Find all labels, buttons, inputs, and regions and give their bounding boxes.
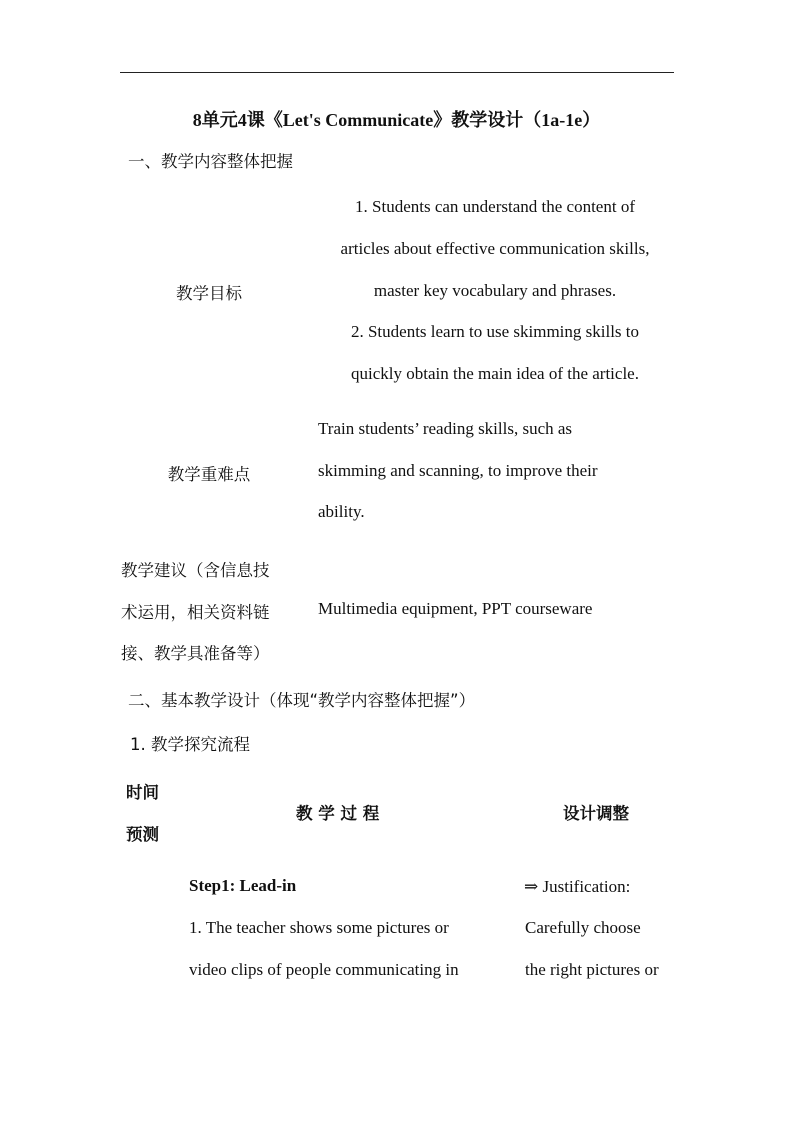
objectives-line: articles about effective communication skills, [340,239,650,258]
adjust-header: 设计调整 [563,804,629,823]
section-2-heading: 二、基本教学设计（体现“教学内容整体把握”） [128,691,476,710]
adjust-line: ⇒ Justification: [524,877,631,896]
page-title: 8单元4课《Let's Communicate》教学设计（1a-1e） [192,110,601,130]
keypoints-line: ability. [318,502,365,521]
section-1-heading: 一、教学内容整体把握 [128,152,293,171]
adjust-line: the right pictures or [525,960,659,979]
objectives-line: 2. Students learn to use skimming skills to [350,322,640,341]
suggestions-value: Multimedia equipment, PPT courseware [318,599,593,618]
step1-line: 1. The teacher shows some pictures or [189,918,449,937]
keypoints-label: 教学重难点 [167,465,251,484]
step1-line: video clips of people communicating in [189,960,459,979]
header-rule [120,72,674,73]
suggestions-label-line: 教学建议（含信息技 [121,561,270,580]
keypoints-line: skimming and scanning, to improve their [318,461,598,480]
objectives-label: 教学目标 [176,284,242,303]
subsection-heading: 1. 教学探究流程 [130,735,250,754]
objectives-line: quickly obtain the main idea of the article. [351,364,639,383]
suggestions-label-line: 术运用，相关资料链 [121,603,270,622]
adjust-line: Carefully choose [525,918,641,937]
process-header: 教 学 过 程 [296,804,380,823]
objectives-line: master key vocabulary and phrases. [373,281,617,300]
suggestions-label-line: 接、教学具准备等） [121,644,270,663]
step1-heading: Step1: Lead-in [189,876,297,895]
keypoints-line: Train students’ reading skills, such as [318,419,573,438]
time-header-line: 时间 [126,783,159,802]
time-header-line: 预测 [126,825,159,844]
objectives-line: 1. Students can understand the content of [355,197,635,216]
